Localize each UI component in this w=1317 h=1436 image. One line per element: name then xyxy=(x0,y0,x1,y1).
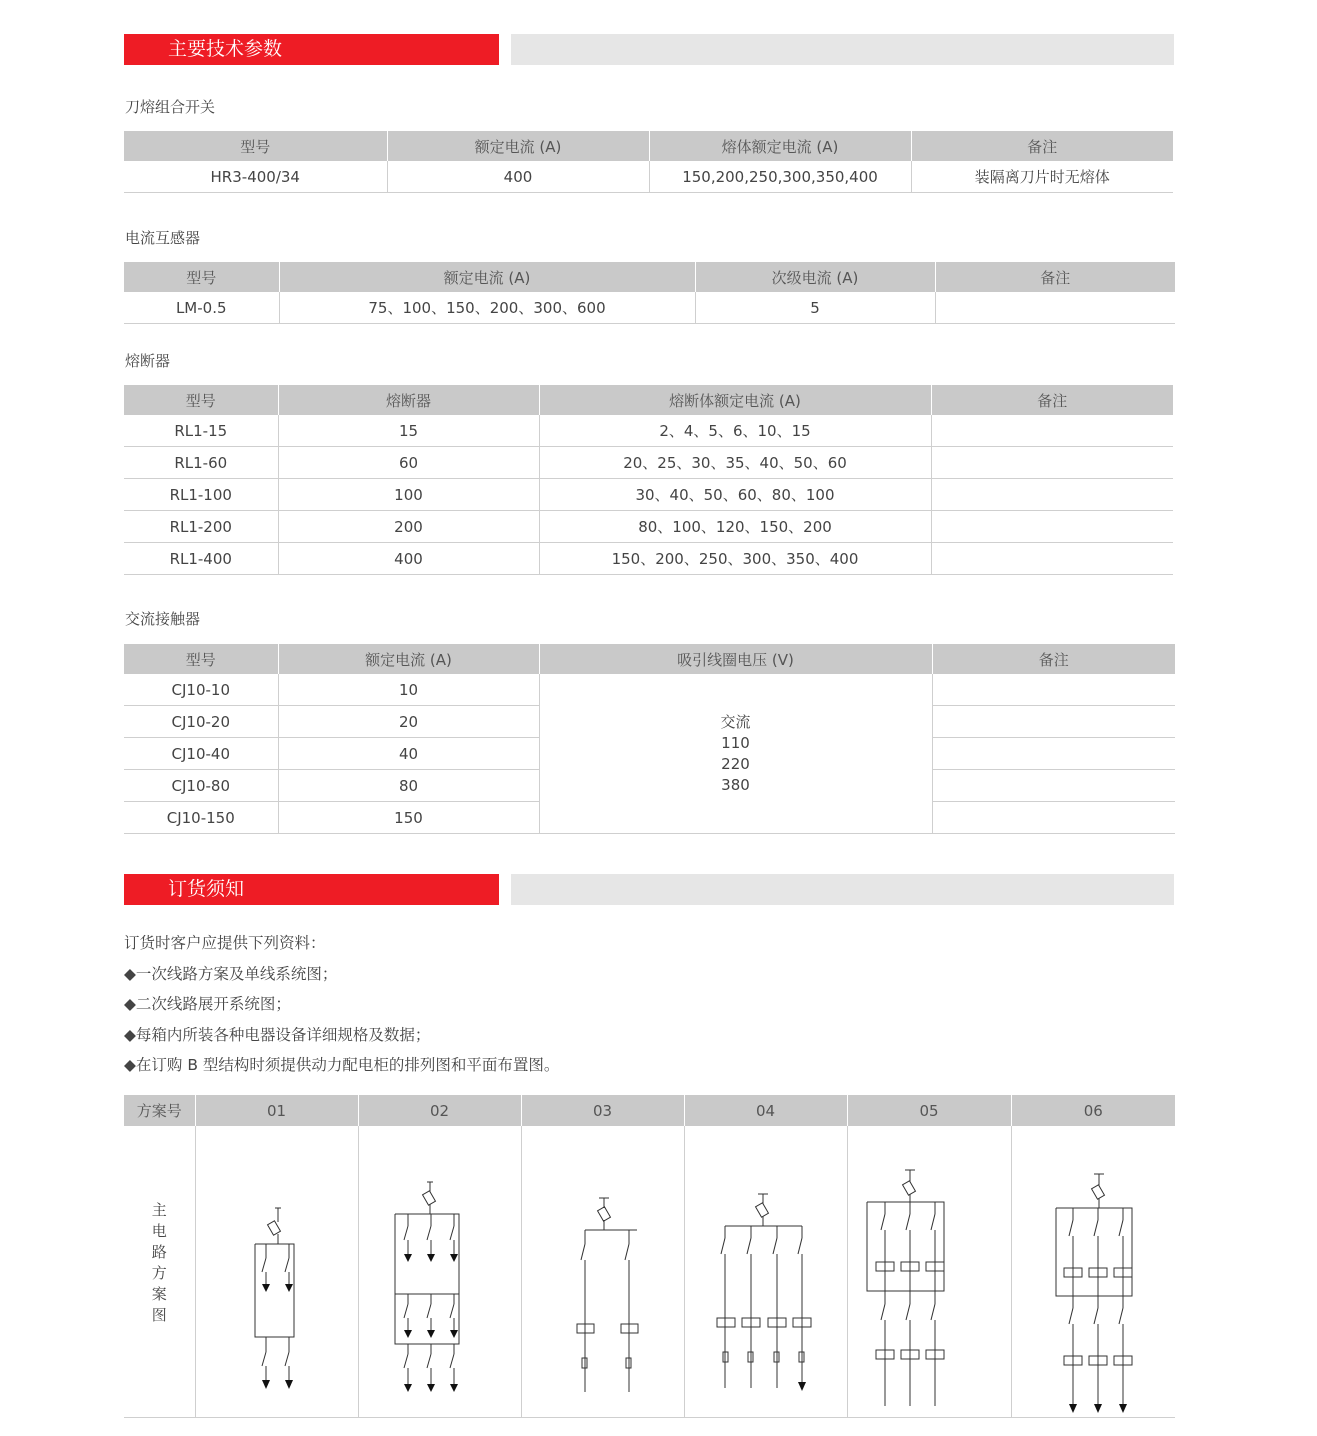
cell-currents: 150、200、250、300、350、400 xyxy=(539,543,931,575)
cell-fuse: 60 xyxy=(278,447,539,479)
section-header-bar xyxy=(511,874,1174,905)
header-rated-current: 额定电流 (A) xyxy=(279,262,695,292)
circuit-diagram-icon xyxy=(848,1126,1012,1417)
cell-current: 80 xyxy=(278,770,539,802)
coil-voltage-type: 交流 xyxy=(720,712,751,731)
scheme-diagram-05 xyxy=(847,1126,1011,1418)
header-scheme-no: 方案号 xyxy=(124,1095,195,1126)
table-row xyxy=(124,543,1173,575)
label-char: 路 xyxy=(151,1243,167,1261)
order-item: ◆每箱内所装各种电器设备详细规格及数据； xyxy=(124,1025,431,1044)
cell-secondary: 5 xyxy=(695,292,935,324)
table-row xyxy=(124,415,1173,447)
cell-remark xyxy=(935,292,1175,324)
header-fuse-rated-current: 熔体额定电流 (A) xyxy=(649,131,911,161)
cell-model: RL1-60 xyxy=(124,447,278,479)
header-rated-current: 额定电流 (A) xyxy=(278,644,539,674)
circuit-diagram-icon xyxy=(522,1126,685,1417)
scheme-diagram-01 xyxy=(195,1126,358,1418)
circuit-diagram-icon xyxy=(685,1126,848,1417)
scheme-diagram-06 xyxy=(1011,1126,1175,1418)
cell-remark: 装隔离刀片时无熔体 xyxy=(911,161,1173,193)
header-model: 型号 xyxy=(124,385,278,415)
cell-model: RL1-200 xyxy=(124,511,278,543)
header-model: 型号 xyxy=(124,131,387,161)
cell-model: RL1-100 xyxy=(124,479,278,511)
knife-fuse-title: 刀熔组合开关 xyxy=(125,98,216,116)
order-intro: 订货时客户应提供下列资料： xyxy=(124,934,326,952)
header-model: 型号 xyxy=(124,644,278,674)
cell-current: 400 xyxy=(387,161,649,193)
section-title: 主要技术参数 xyxy=(124,34,499,65)
cell-remark xyxy=(931,479,1173,511)
label-char: 电 xyxy=(151,1222,167,1240)
cell-fuse-current: 150,200,250,300,350,400 xyxy=(649,161,911,193)
cell-remark xyxy=(932,770,1175,802)
order-item: ◆一次线路方案及单线系统图； xyxy=(124,964,338,983)
label-char: 方 xyxy=(151,1264,167,1282)
order-notes xyxy=(124,928,559,1081)
cell-remark xyxy=(931,543,1173,575)
order-item: ◆二次线路展开系统图； xyxy=(124,995,291,1013)
section-header-order xyxy=(124,874,1174,905)
contactor-table xyxy=(124,644,1175,834)
cell-current: 150 xyxy=(278,802,539,834)
scheme-number: 02 xyxy=(358,1095,521,1126)
table-row xyxy=(124,292,1175,324)
header-rated-current: 额定电流 (A) xyxy=(387,131,649,161)
cell-remark xyxy=(931,511,1173,543)
cell-model: CJ10-40 xyxy=(124,738,278,770)
header-remark: 备注 xyxy=(931,385,1173,415)
cell-fuse: 400 xyxy=(278,543,539,575)
cell-model: RL1-15 xyxy=(124,415,278,447)
scheme-diagram-02 xyxy=(358,1126,521,1418)
cell-model: HR3-400/34 xyxy=(124,161,387,193)
scheme-number: 06 xyxy=(1011,1095,1175,1126)
header-model: 型号 xyxy=(124,262,279,292)
header-fuse: 熔断器 xyxy=(278,385,539,415)
cell-fuse: 15 xyxy=(278,415,539,447)
circuit-diagram-icon xyxy=(359,1126,522,1417)
cell-fuse: 200 xyxy=(278,511,539,543)
ct-title: 电流互感器 xyxy=(125,229,201,247)
header-coil-voltage: 吸引线圈电压 (V) xyxy=(539,644,932,674)
cell-fuse: 100 xyxy=(278,479,539,511)
header-remark: 备注 xyxy=(932,644,1175,674)
cell-remark xyxy=(932,674,1175,706)
cell-remark xyxy=(932,738,1175,770)
cell-model: RL1-400 xyxy=(124,543,278,575)
circuit-diagram-icon xyxy=(1012,1126,1176,1417)
row-label-cell xyxy=(124,1126,195,1418)
scheme-number: 01 xyxy=(195,1095,358,1126)
table-row xyxy=(124,479,1173,511)
header-fuse-element-current: 熔断体额定电流 (A) xyxy=(539,385,931,415)
cell-model: CJ10-150 xyxy=(124,802,278,834)
scheme-diagram-03 xyxy=(521,1126,684,1418)
main-circuit-label xyxy=(151,1200,167,1326)
coil-voltage-value: 380 xyxy=(721,775,750,794)
cell-remark xyxy=(931,415,1173,447)
cell-coil-voltage xyxy=(539,674,932,834)
table-row xyxy=(124,447,1173,479)
cell-model: CJ10-20 xyxy=(124,706,278,738)
section-header-bar xyxy=(511,34,1174,65)
header-secondary-current: 次级电流 (A) xyxy=(695,262,935,292)
cell-currents: 2、4、5、6、10、15 xyxy=(539,415,931,447)
label-char: 图 xyxy=(151,1306,167,1324)
cell-model: CJ10-10 xyxy=(124,674,278,706)
order-item: ◆在订购 B 型结构时须提供动力配电柜的排列图和平面布置图。 xyxy=(124,1056,560,1074)
circuit-diagram-icon xyxy=(196,1126,359,1417)
knife-fuse-table xyxy=(124,131,1173,193)
cell-model: CJ10-80 xyxy=(124,770,278,802)
cell-currents: 30、40、50、60、80、100 xyxy=(539,479,931,511)
cell-currents: 20、25、30、35、40、50、60 xyxy=(539,447,931,479)
ct-table xyxy=(124,262,1175,324)
fuse-title: 熔断器 xyxy=(125,352,171,370)
section-title: 订货须知 xyxy=(124,874,499,905)
label-char: 主 xyxy=(151,1201,167,1219)
scheme-table xyxy=(124,1095,1175,1418)
contactor-title: 交流接触器 xyxy=(125,610,201,628)
scheme-number: 05 xyxy=(847,1095,1011,1126)
table-row xyxy=(124,511,1173,543)
header-remark: 备注 xyxy=(935,262,1175,292)
cell-current: 10 xyxy=(278,674,539,706)
cell-currents: 80、100、120、150、200 xyxy=(539,511,931,543)
header-remark: 备注 xyxy=(911,131,1173,161)
cell-remark xyxy=(931,447,1173,479)
cell-current: 75、100、150、200、300、600 xyxy=(279,292,695,324)
scheme-diagram-04 xyxy=(684,1126,847,1418)
scheme-number: 04 xyxy=(684,1095,847,1126)
section-header-tech xyxy=(124,34,1174,65)
cell-model: LM-0.5 xyxy=(124,292,279,324)
fuse-table xyxy=(124,385,1173,575)
coil-voltage-value: 220 xyxy=(721,754,750,773)
table-row xyxy=(124,674,1175,706)
label-char: 案 xyxy=(151,1285,167,1303)
cell-current: 40 xyxy=(278,738,539,770)
scheme-number: 03 xyxy=(521,1095,684,1126)
cell-remark xyxy=(932,706,1175,738)
coil-voltage-value: 110 xyxy=(721,733,750,752)
cell-current: 20 xyxy=(278,706,539,738)
table-row xyxy=(124,161,1173,193)
cell-remark xyxy=(932,802,1175,834)
